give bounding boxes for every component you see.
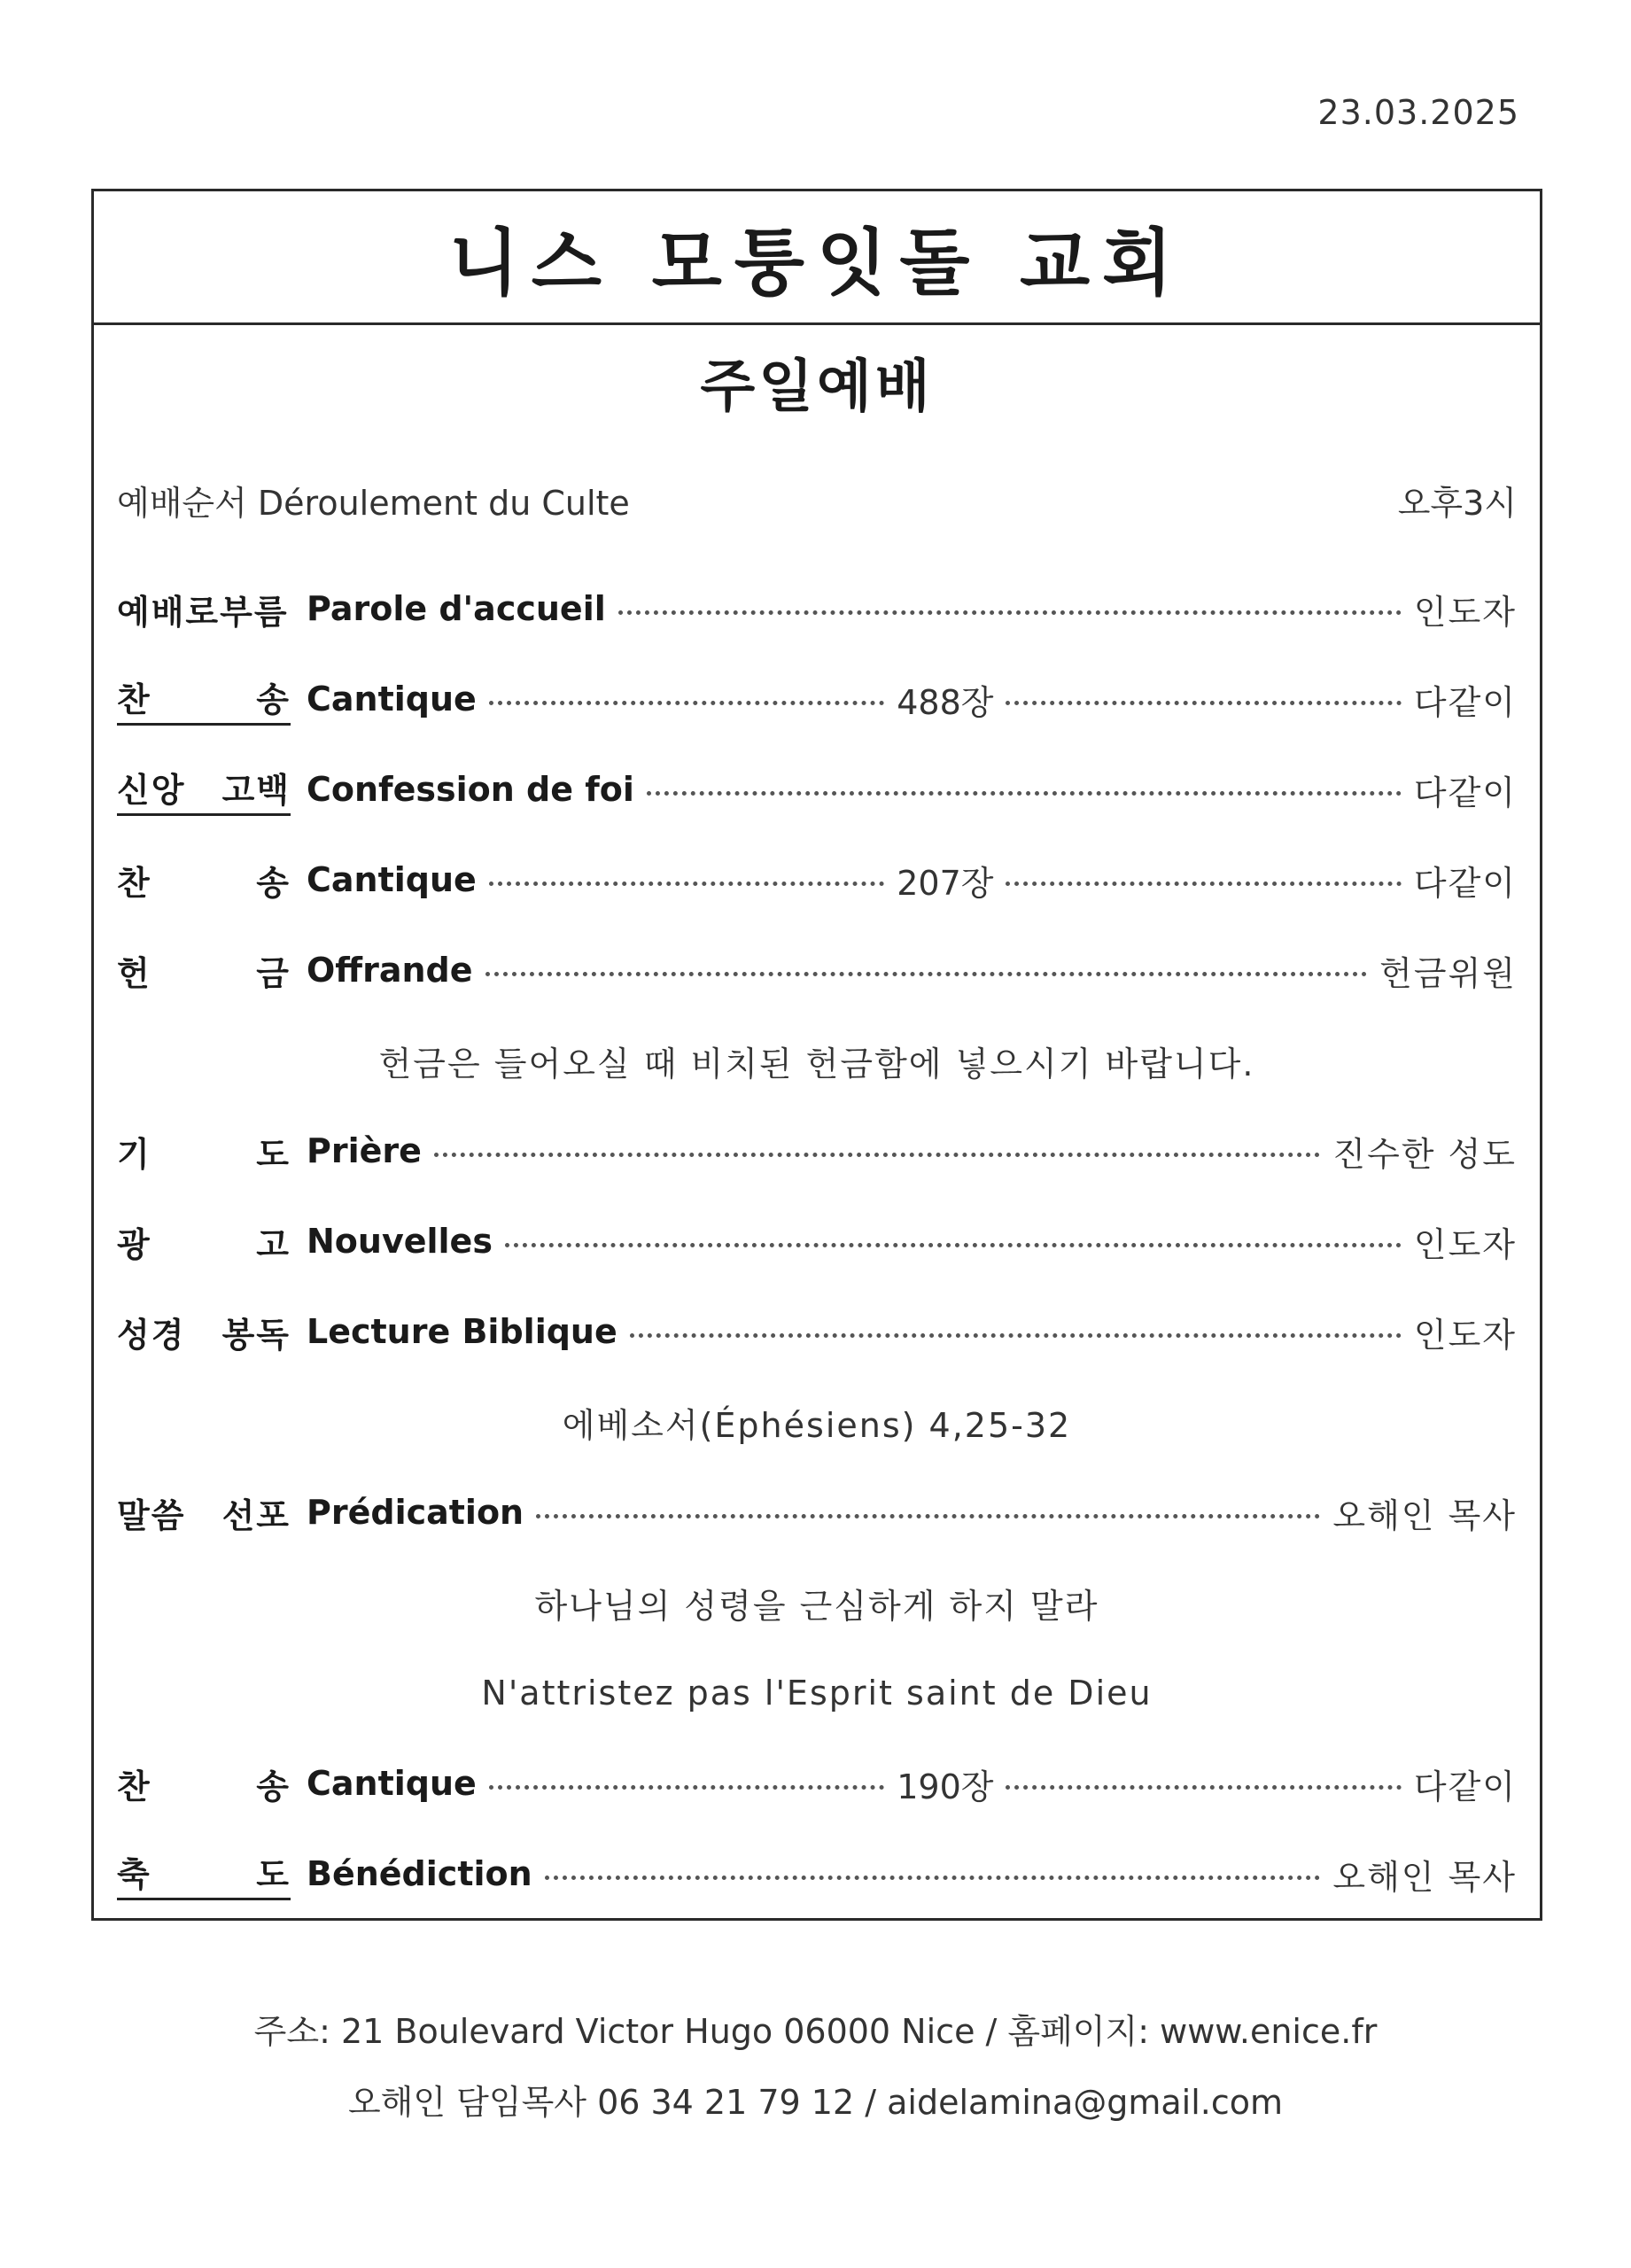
order-item-responsible: 오해인 목사: [1332, 1857, 1517, 1897]
order-item: [117, 1829, 1517, 1919]
order-item-korean-2: 도: [256, 1134, 291, 1174]
order-item-korean: [117, 856, 291, 905]
order-item-responsible: 인도자: [1413, 1224, 1517, 1264]
order-item-korean-2: 고: [256, 1224, 291, 1264]
bulletin-date: 23.03.2025: [1317, 93, 1519, 132]
order-item-responsible: 다같이: [1413, 1767, 1517, 1806]
order-item: [117, 563, 1517, 654]
order-item-korean: [117, 1488, 291, 1537]
order-item-korean-2: 선포: [221, 1495, 291, 1535]
order-note: 에베소서(Éphésiens) 4,25-32: [562, 1405, 1072, 1445]
order-item-responsible: 다같이: [1413, 682, 1517, 722]
church-name: 니스 모퉁잇돌 교회: [94, 191, 1540, 325]
order-item-korean-2: 도: [256, 1855, 291, 1894]
order-item: [117, 1738, 1517, 1829]
dot-leader: [434, 1153, 1320, 1157]
hymn-number: 190장: [897, 1767, 994, 1806]
service-title: 주일예배: [700, 354, 934, 420]
hymn-number: 207장: [897, 863, 994, 903]
order-item-responsible: 헌금위원: [1379, 953, 1517, 993]
dot-leader: [1006, 882, 1401, 886]
order-item-korean: [117, 585, 291, 633]
order-item-french: Confession de foi: [307, 770, 634, 809]
order-item-korean-1: 기: [117, 1134, 151, 1174]
order-item-responsible: 다같이: [1413, 773, 1517, 812]
dot-leader: [536, 1514, 1320, 1518]
order-item-korean-1: 헌: [117, 953, 151, 993]
order-item-korean: [117, 1127, 291, 1176]
order-item-responsible: 인도자: [1413, 592, 1517, 632]
order-item-french: Prière: [307, 1131, 422, 1170]
order-item-korean-1: 찬: [117, 863, 151, 903]
order-item-french: Prédication: [307, 1493, 524, 1532]
dot-leader: [489, 882, 884, 886]
order-item-korean: [117, 946, 291, 995]
order-item-french: Cantique: [307, 860, 477, 899]
order-item-korean-2: 봉독: [221, 1315, 291, 1355]
order-item-korean-1: 찬: [117, 1767, 151, 1806]
order-item-korean-1: 찬: [117, 680, 151, 719]
order-item: [117, 654, 1517, 744]
dot-leader: [485, 972, 1368, 976]
order-item-french: Nouvelles: [307, 1222, 493, 1261]
dot-leader: [489, 701, 884, 705]
order-item-korean-2: 송: [256, 680, 291, 719]
order-item-korean-1: 말씀: [117, 1495, 186, 1535]
footer-contact: 오해인 담임목사 06 34 21 79 12 / aidelamina@gmail.com: [347, 2083, 1284, 2122]
footer-address: 주소: 21 Boulevard Victor Hugo 06000 Nice / 홈페이지: www.enice.fr: [253, 2012, 1378, 2051]
order-item-french: Bénédiction: [307, 1854, 532, 1893]
order-item: [117, 925, 1517, 1015]
order-item-responsible: 인도자: [1413, 1315, 1517, 1355]
dot-leader: [618, 610, 1402, 615]
service-time: 오후3시: [1397, 483, 1517, 523]
order-item-french: Cantique: [307, 680, 477, 718]
dot-leader: [489, 1785, 884, 1790]
order-item-korean-2: 송: [256, 863, 291, 903]
dot-leader: [1006, 701, 1401, 705]
order-item-korean-1: 축: [117, 1855, 151, 1894]
order-item: [117, 1196, 1517, 1286]
dot-leader: [545, 1876, 1321, 1880]
order-item-korean-1: 성경: [117, 1315, 186, 1355]
order-item-korean: [117, 672, 291, 726]
bulletin-box: [91, 189, 1542, 1921]
order-items: [117, 563, 1517, 1919]
dot-leader: [505, 1243, 1402, 1247]
order-item-korean: [117, 1759, 291, 1808]
order-item-french: Parole d'accueil: [307, 589, 606, 628]
order-header-label: 예배순서 Déroulement du Culte: [117, 483, 630, 523]
order-of-service: [117, 473, 1517, 1919]
dot-leader: [630, 1333, 1402, 1338]
order-item: [117, 1286, 1517, 1377]
order-item-korean: [117, 1308, 291, 1356]
order-note: 헌금은 들어오실 때 비치된 헌금함에 넣으시기 바랍니다.: [378, 1044, 1255, 1084]
order-item: [117, 1106, 1517, 1196]
order-item-korean-2: 금: [256, 953, 291, 993]
order-note: 하나님의 성령을 근심하게 하지 말라: [534, 1586, 1099, 1626]
dot-leader: [1006, 1785, 1401, 1790]
order-item: [117, 1467, 1517, 1557]
order-item-responsible: 다같이: [1413, 863, 1517, 903]
order-item-korean-2: 고백: [221, 771, 291, 810]
order-item-french: Cantique: [307, 1764, 477, 1803]
order-item-korean: [117, 763, 291, 816]
order-item-french: Offrande: [307, 951, 473, 990]
order-item-korean: [117, 1847, 291, 1900]
order-note: N'attristez pas l'Esprit saint de Dieu: [481, 1674, 1153, 1713]
order-header: [117, 473, 1517, 526]
order-item-french: Lecture Biblique: [307, 1312, 617, 1351]
order-item-responsible: 오해인 목사: [1332, 1495, 1517, 1535]
order-item: [117, 835, 1517, 925]
order-item-korean: [117, 1217, 291, 1266]
order-item-korean-1: 신앙: [117, 771, 186, 810]
order-item-korean-1: 광: [117, 1224, 151, 1264]
hymn-number: 488장: [897, 682, 994, 722]
order-item: [117, 744, 1517, 835]
order-item-korean-1: 예배로부름: [117, 592, 289, 632]
dot-leader: [647, 791, 1402, 796]
order-item-korean-2: 송: [256, 1767, 291, 1806]
order-item-responsible: 진수한 성도: [1332, 1134, 1517, 1174]
